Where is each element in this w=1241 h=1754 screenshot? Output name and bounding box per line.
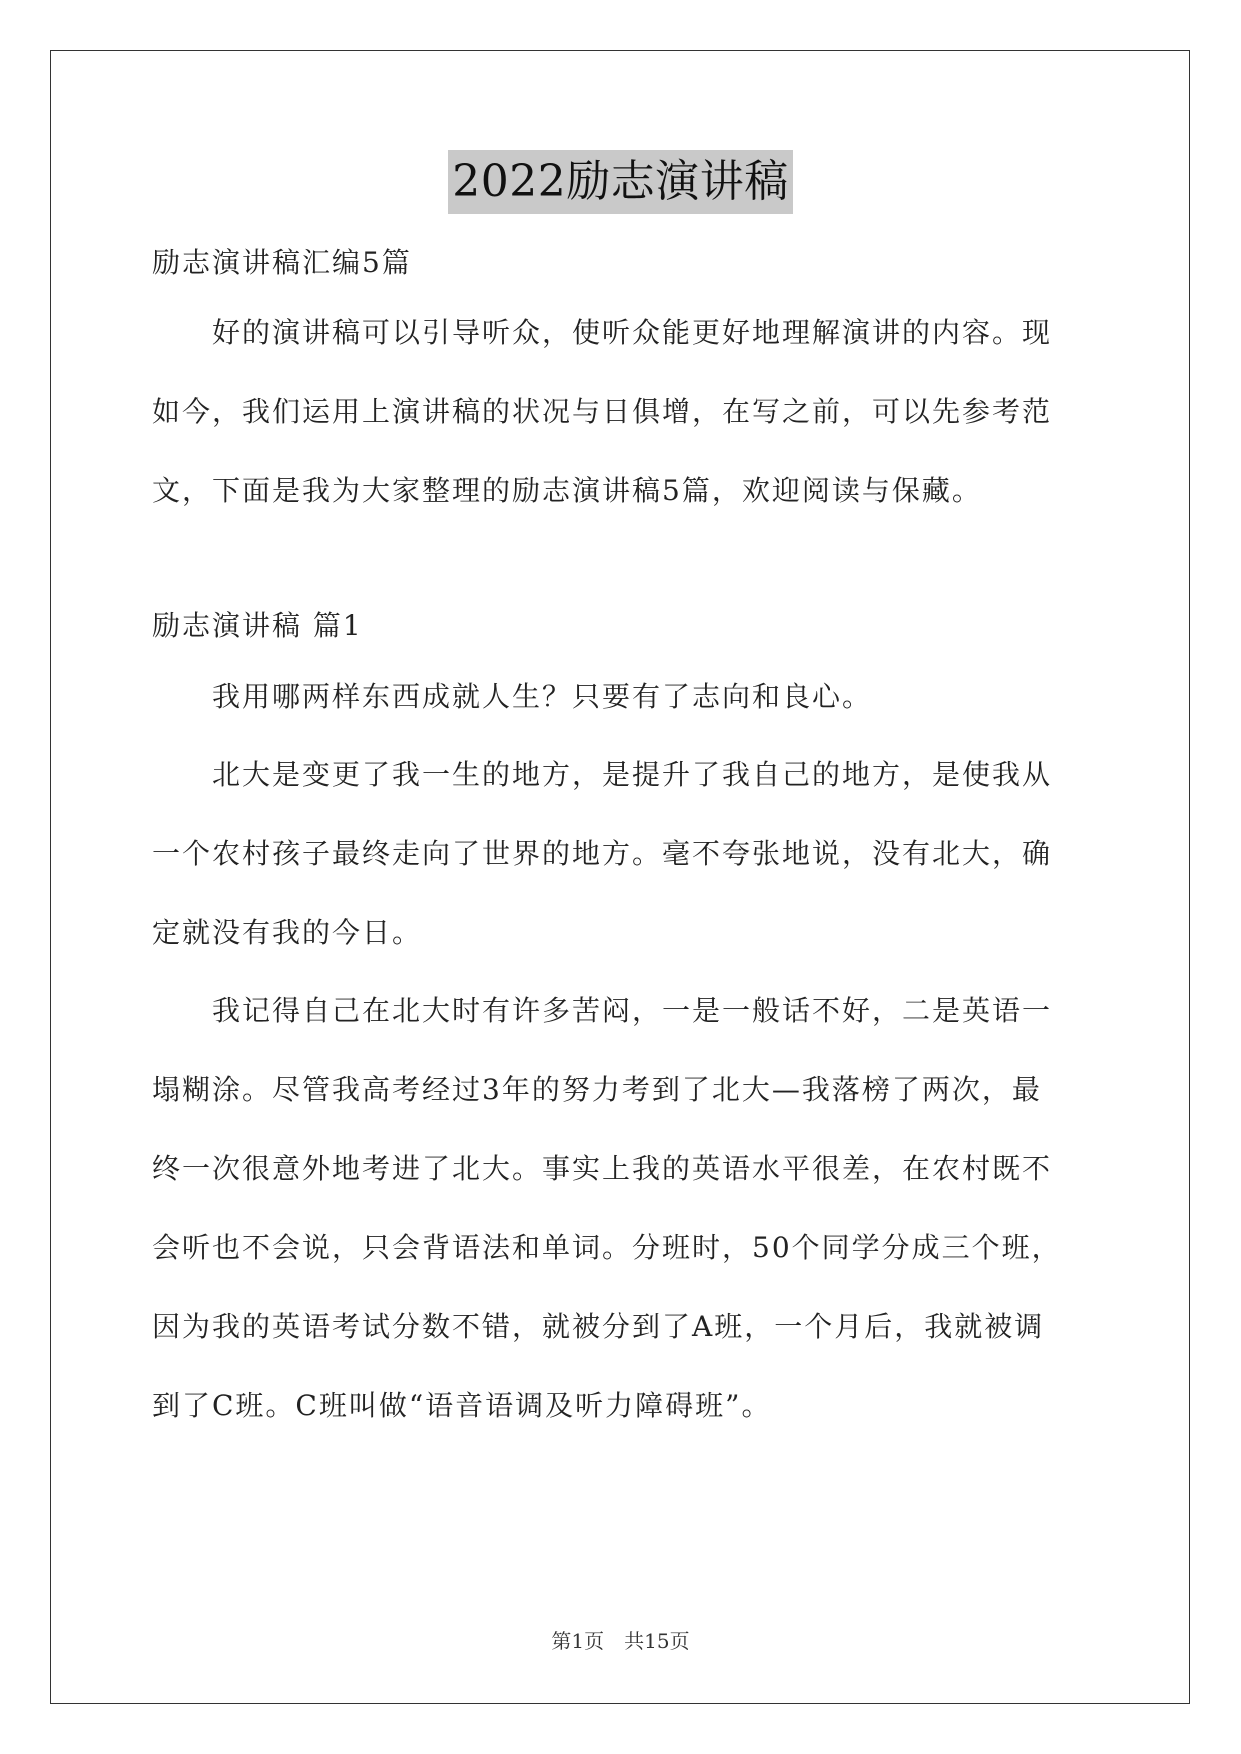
intro-paragraph (152, 293, 1097, 530)
paragraph-3-line-3: 终一次很意外地考进了北大。事实上我的英语水平很差，在农村既不 (152, 1152, 1053, 1185)
paragraph-2-line-1: 北大是变更了我一生的地方，是提升了我自己的地方，是使我从 (212, 758, 1053, 791)
page-footer: 第1页 共15页 (551, 1629, 690, 1653)
paragraph-3-line-1: 我记得自己在北大时有许多苦闷，一是一般话不好，二是英语一 (212, 994, 1053, 1027)
paragraph-2 (152, 735, 1097, 972)
intro-line-2: 如今，我们运用上演讲稿的状况与日俱增，在写之前，可以先参考范 (152, 395, 1053, 428)
paragraph-2-line-3: 定就没有我的今日。 (152, 916, 423, 949)
paragraph-3 (152, 971, 1097, 1445)
title-wrapper (0, 150, 1241, 214)
paragraph-3-line-4: 会听也不会说，只会背语法和单词。分班时，50个同学分成三个班， (152, 1231, 1062, 1264)
paragraph-2-line-2: 一个农村孩子最终走向了世界的地方。毫不夸张地说，没有北大，确 (152, 837, 1053, 870)
intro-heading: 励志演讲稿汇编5篇 (152, 246, 412, 279)
paragraph-3-line-2: 塌糊涂。尽管我高考经过3年的努力考到了北大—我落榜了两次，最 (152, 1073, 1042, 1106)
paragraph-3-line-5: 因为我的英语考试分数不错，就被分到了A班，一个月后，我就被调 (152, 1310, 1045, 1343)
paragraph-3-line-6: 到了C班。C班叫做“语音语调及听力障碍班”。 (152, 1389, 772, 1422)
document-title: 2022励志演讲稿 (448, 150, 792, 214)
intro-line-3: 文，下面是我为大家整理的励志演讲稿5篇，欢迎阅读与保藏。 (152, 474, 982, 507)
paragraph-1: 我用哪两样东西成就人生？只要有了志向和良心。 (212, 680, 873, 713)
intro-line-1: 好的演讲稿可以引导听众，使听众能更好地理解演讲的内容。现 (212, 316, 1053, 349)
section-heading: 励志演讲稿 篇1 (152, 609, 363, 642)
